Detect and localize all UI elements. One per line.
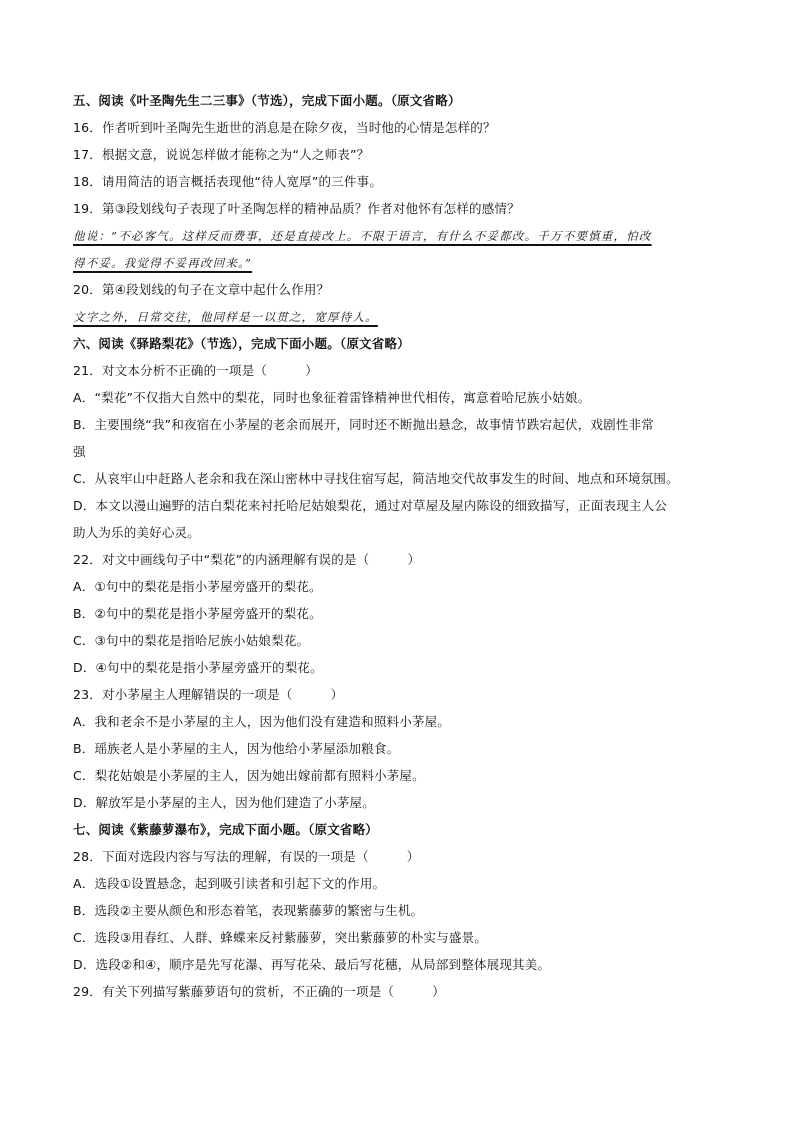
question-22-option-d: D．④句中的梨花是指小茅屋旁盛开的梨花。 <box>73 660 323 675</box>
question-22-option-b: B．②句中的梨花是指小茅屋旁盛开的梨花。 <box>73 606 322 621</box>
question-21-option-c: C．从哀牢山中赶路人老余和我在深山密林中寻找住宿写起，简洁地交代故事发生的时间、地点和环境氛围。 <box>73 471 679 486</box>
question-21-option-b-cont: 强 <box>73 444 86 459</box>
question-23-option-c: C．梨花姑娘是小茅屋的主人，因为她出嫁前都有照料小茅屋。 <box>73 768 425 783</box>
question-20-answer: 文字之外，日常交往，他同样是一以贯之，宽厚待人。 <box>73 310 378 324</box>
question-16: 16．作者听到叶圣陶先生逝世的消息是在除夕夜，当时他的心情是怎样的？ <box>73 120 496 135</box>
question-23: 23．对小茅屋主人理解错误的一项是（ ） <box>73 687 344 702</box>
question-23-option-b: B．瑶族老人是小茅屋的主人，因为他给小茅屋添加粮食。 <box>73 741 400 756</box>
question-21: 21．对文本分析不正确的一项是（ ） <box>73 363 318 378</box>
question-21-option-b: B．主要围绕“我”和夜宿在小茅屋的老余而展开，同时还不断抛出悬念，故事情节跌宕起伏，戏剧性非常 <box>73 417 654 432</box>
question-19-answer-line-1: 他说：“不必客气。这样反而费事，还是直接改上。不限于语言，有什么不妥都改。千万不要慎重，怕改 <box>73 229 652 243</box>
question-17: 17．根据文意，说说怎样做才能称之为“人之师表”？ <box>73 147 370 162</box>
question-21-option-a: A．“梨花”不仅指大自然中的梨花，同时也象征着雷锋精神世代相传，寓意着哈尼族小姑娘。 <box>73 390 591 405</box>
question-28-option-d: D．选段②和④，顺序是先写花瀑、再写花朵、最后写花穗，从局部到整体展现其美。 <box>73 957 551 972</box>
question-20: 20．第④段划线的句子在文章中起什么作用？ <box>73 282 330 297</box>
section-7-title: 七、阅读《紫藤萝瀑布》，完成下面小题。（原文省略） <box>73 822 379 837</box>
question-19-answer-line-2: 得不妥。我觉得不妥再改回来。” <box>73 256 253 270</box>
question-29: 29．有关下列描写紫藤萝语句的赏析，不正确的一项是（ ） <box>73 984 445 999</box>
question-28-option-a: A．选段①设置悬念，起到吸引读者和引起下文的作用。 <box>73 876 386 891</box>
question-19: 19．第③段划线句子表现了叶圣陶怎样的精神品质？作者对他怀有怎样的感情？ <box>73 201 520 216</box>
question-21-option-d: D．本文以漫山遍野的洁白梨花来衬托哈尼姑娘梨花，通过对草屋及屋内陈设的细致描写，正面表现主人公 <box>73 498 668 513</box>
question-28-option-c: C．选段③用春红、人群、蜂蝶来反衬紫藤萝，突出紫藤萝的朴实与盛景。 <box>73 930 488 945</box>
question-28-option-b: B．选段②主要从颜色和形态着笔，表现紫藤萝的繁密与生机。 <box>73 903 424 918</box>
question-28: 28．下面对选段内容与写法的理解，有误的一项是（ ） <box>73 849 420 864</box>
question-23-option-d: D．解放军是小茅屋的主人，因为他们建造了小茅屋。 <box>73 795 375 810</box>
section-5-title: 五、阅读《叶圣陶先生二三事》（节选），完成下面小题。（原文省略） <box>73 93 461 108</box>
section-6-title: 六、阅读《驿路梨花》（节选），完成下面小题。（原文省略） <box>73 336 410 351</box>
question-22: 22．对文中画线句子中“梨花”的内涵理解有误的是（ ） <box>73 552 421 567</box>
question-21-option-d-cont: 助人为乐的美好心灵。 <box>73 525 201 540</box>
question-23-option-a: A．我和老余不是小茅屋的主人，因为他们没有建造和照料小茅屋。 <box>73 714 451 729</box>
question-18: 18．请用简洁的语言概括表现他“待人宽厚”的三件事。 <box>73 174 383 189</box>
question-22-option-a: A．①句中的梨花是指小茅屋旁盛开的梨花。 <box>73 579 322 594</box>
question-22-option-c: C．③句中的梨花是指哈尼族小姑娘梨花。 <box>73 633 310 648</box>
